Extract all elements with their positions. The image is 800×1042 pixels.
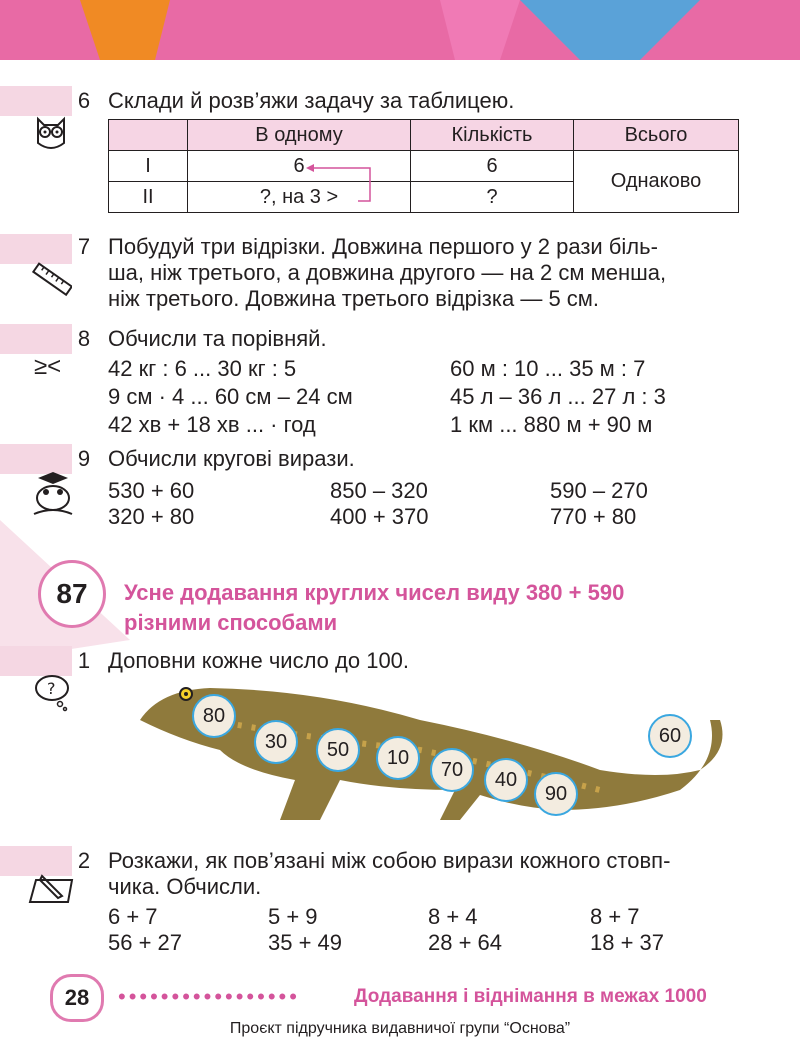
- task-number: 1: [77, 648, 91, 673]
- task-tab: [0, 86, 72, 116]
- expression: 850 – 320: [330, 478, 428, 503]
- task-number: 2: [77, 848, 91, 873]
- task-line: чика. Обчисли.: [108, 874, 262, 899]
- ruler-icon: [32, 262, 72, 298]
- task-number: 7: [77, 234, 91, 259]
- expression: 1 км ... 880 м + 90 м: [450, 412, 653, 437]
- task-text: Доповни кожне число до 100.: [108, 648, 410, 673]
- lesson-number: 87: [38, 560, 106, 628]
- task-text: Обчисли кругові вирази.: [108, 446, 355, 471]
- task-text: Обчисли та порівняй.: [108, 326, 327, 351]
- expression: 530 + 60: [108, 478, 195, 503]
- expression: 9 см · 4 ... 60 см – 24 см: [108, 384, 353, 409]
- table-cell: I: [109, 151, 188, 182]
- task-tab: [0, 324, 72, 354]
- page-number: 28: [50, 974, 104, 1022]
- expression: 18 + 37: [590, 930, 665, 955]
- header-banner: [0, 0, 800, 60]
- table-cell: 6: [188, 151, 411, 182]
- expression: 35 + 49: [268, 930, 343, 955]
- number-circle: 90: [534, 772, 578, 816]
- table-cell: 6: [411, 151, 574, 182]
- table-cell: II: [109, 182, 188, 213]
- expression: 6 + 7: [108, 904, 158, 929]
- expression: 5 + 9: [268, 904, 318, 929]
- expression: 590 – 270: [550, 478, 648, 503]
- footer-dots: •••••••••••••••••: [118, 984, 300, 1009]
- table-header: [109, 120, 188, 151]
- footer-project: Проєкт підручника видавничої групи “Основа”: [229, 1020, 571, 1037]
- task-number: 6: [77, 88, 91, 113]
- compare-icon: ≥<: [34, 353, 62, 380]
- lesson-title: Усне додавання круглих чисел виду 380 + 590: [124, 580, 625, 605]
- arrow-icon: [300, 160, 380, 205]
- lesson-title: різними способами: [124, 610, 338, 635]
- number-circle: 10: [376, 736, 420, 780]
- task-number: 8: [77, 326, 91, 351]
- table-cell: ?: [411, 182, 574, 213]
- number-circle: 60: [648, 714, 692, 758]
- expression: 60 м : 10 ... 35 м : 7: [450, 356, 646, 381]
- task-line: ша, ніж третього, а довжина другого — на 2 см менша,: [108, 260, 667, 285]
- table-cell: ?, на 3 >: [188, 182, 411, 213]
- frog-icon: [28, 470, 78, 518]
- task-tab: [0, 234, 72, 264]
- owl-icon: [34, 113, 68, 153]
- expression: 56 + 27: [108, 930, 183, 955]
- svg-text:?: ?: [47, 679, 56, 698]
- footer-section: Додавання і віднімання в межах 1000: [354, 986, 707, 1007]
- table-header: В одному: [188, 120, 411, 151]
- task-number: 9: [77, 446, 91, 471]
- number-circle: 40: [484, 758, 528, 802]
- task-line: Розкажи, як пов’язані між собою вирази кожного стовп-: [108, 848, 671, 873]
- expression: 8 + 7: [590, 904, 640, 929]
- table-header: Кількість: [411, 120, 574, 151]
- table-cell-total: Однаково: [574, 151, 739, 213]
- number-circle: 70: [430, 748, 474, 792]
- number-circle: 50: [316, 728, 360, 772]
- task-line: Побудуй три відрізки. Довжина першого у 2 рази біль-: [108, 234, 658, 259]
- number-circle: 30: [254, 720, 298, 764]
- expression: 320 + 80: [108, 504, 195, 529]
- expression: 770 + 80: [550, 504, 637, 529]
- expression: 42 кг : 6 ... 30 кг : 5: [108, 356, 297, 381]
- expression: 400 + 370: [330, 504, 429, 529]
- expression: 8 + 4: [428, 904, 478, 929]
- table-header: Всього: [574, 120, 739, 151]
- task-table: [108, 119, 739, 213]
- expression: 42 хв + 18 хв ... · год: [108, 412, 316, 437]
- pencil-notebook-icon: [28, 870, 74, 906]
- task-line: ніж третього. Довжина третього відрізка — 5 см.: [108, 286, 600, 311]
- thought-question-icon: [32, 672, 72, 712]
- number-circle: 80: [192, 694, 236, 738]
- expression: 45 л – 36 л ... 27 л : 3: [450, 384, 666, 409]
- task-text: Склади й розв’яжи задачу за таблицею.: [108, 88, 515, 113]
- expression: 28 + 64: [428, 930, 503, 955]
